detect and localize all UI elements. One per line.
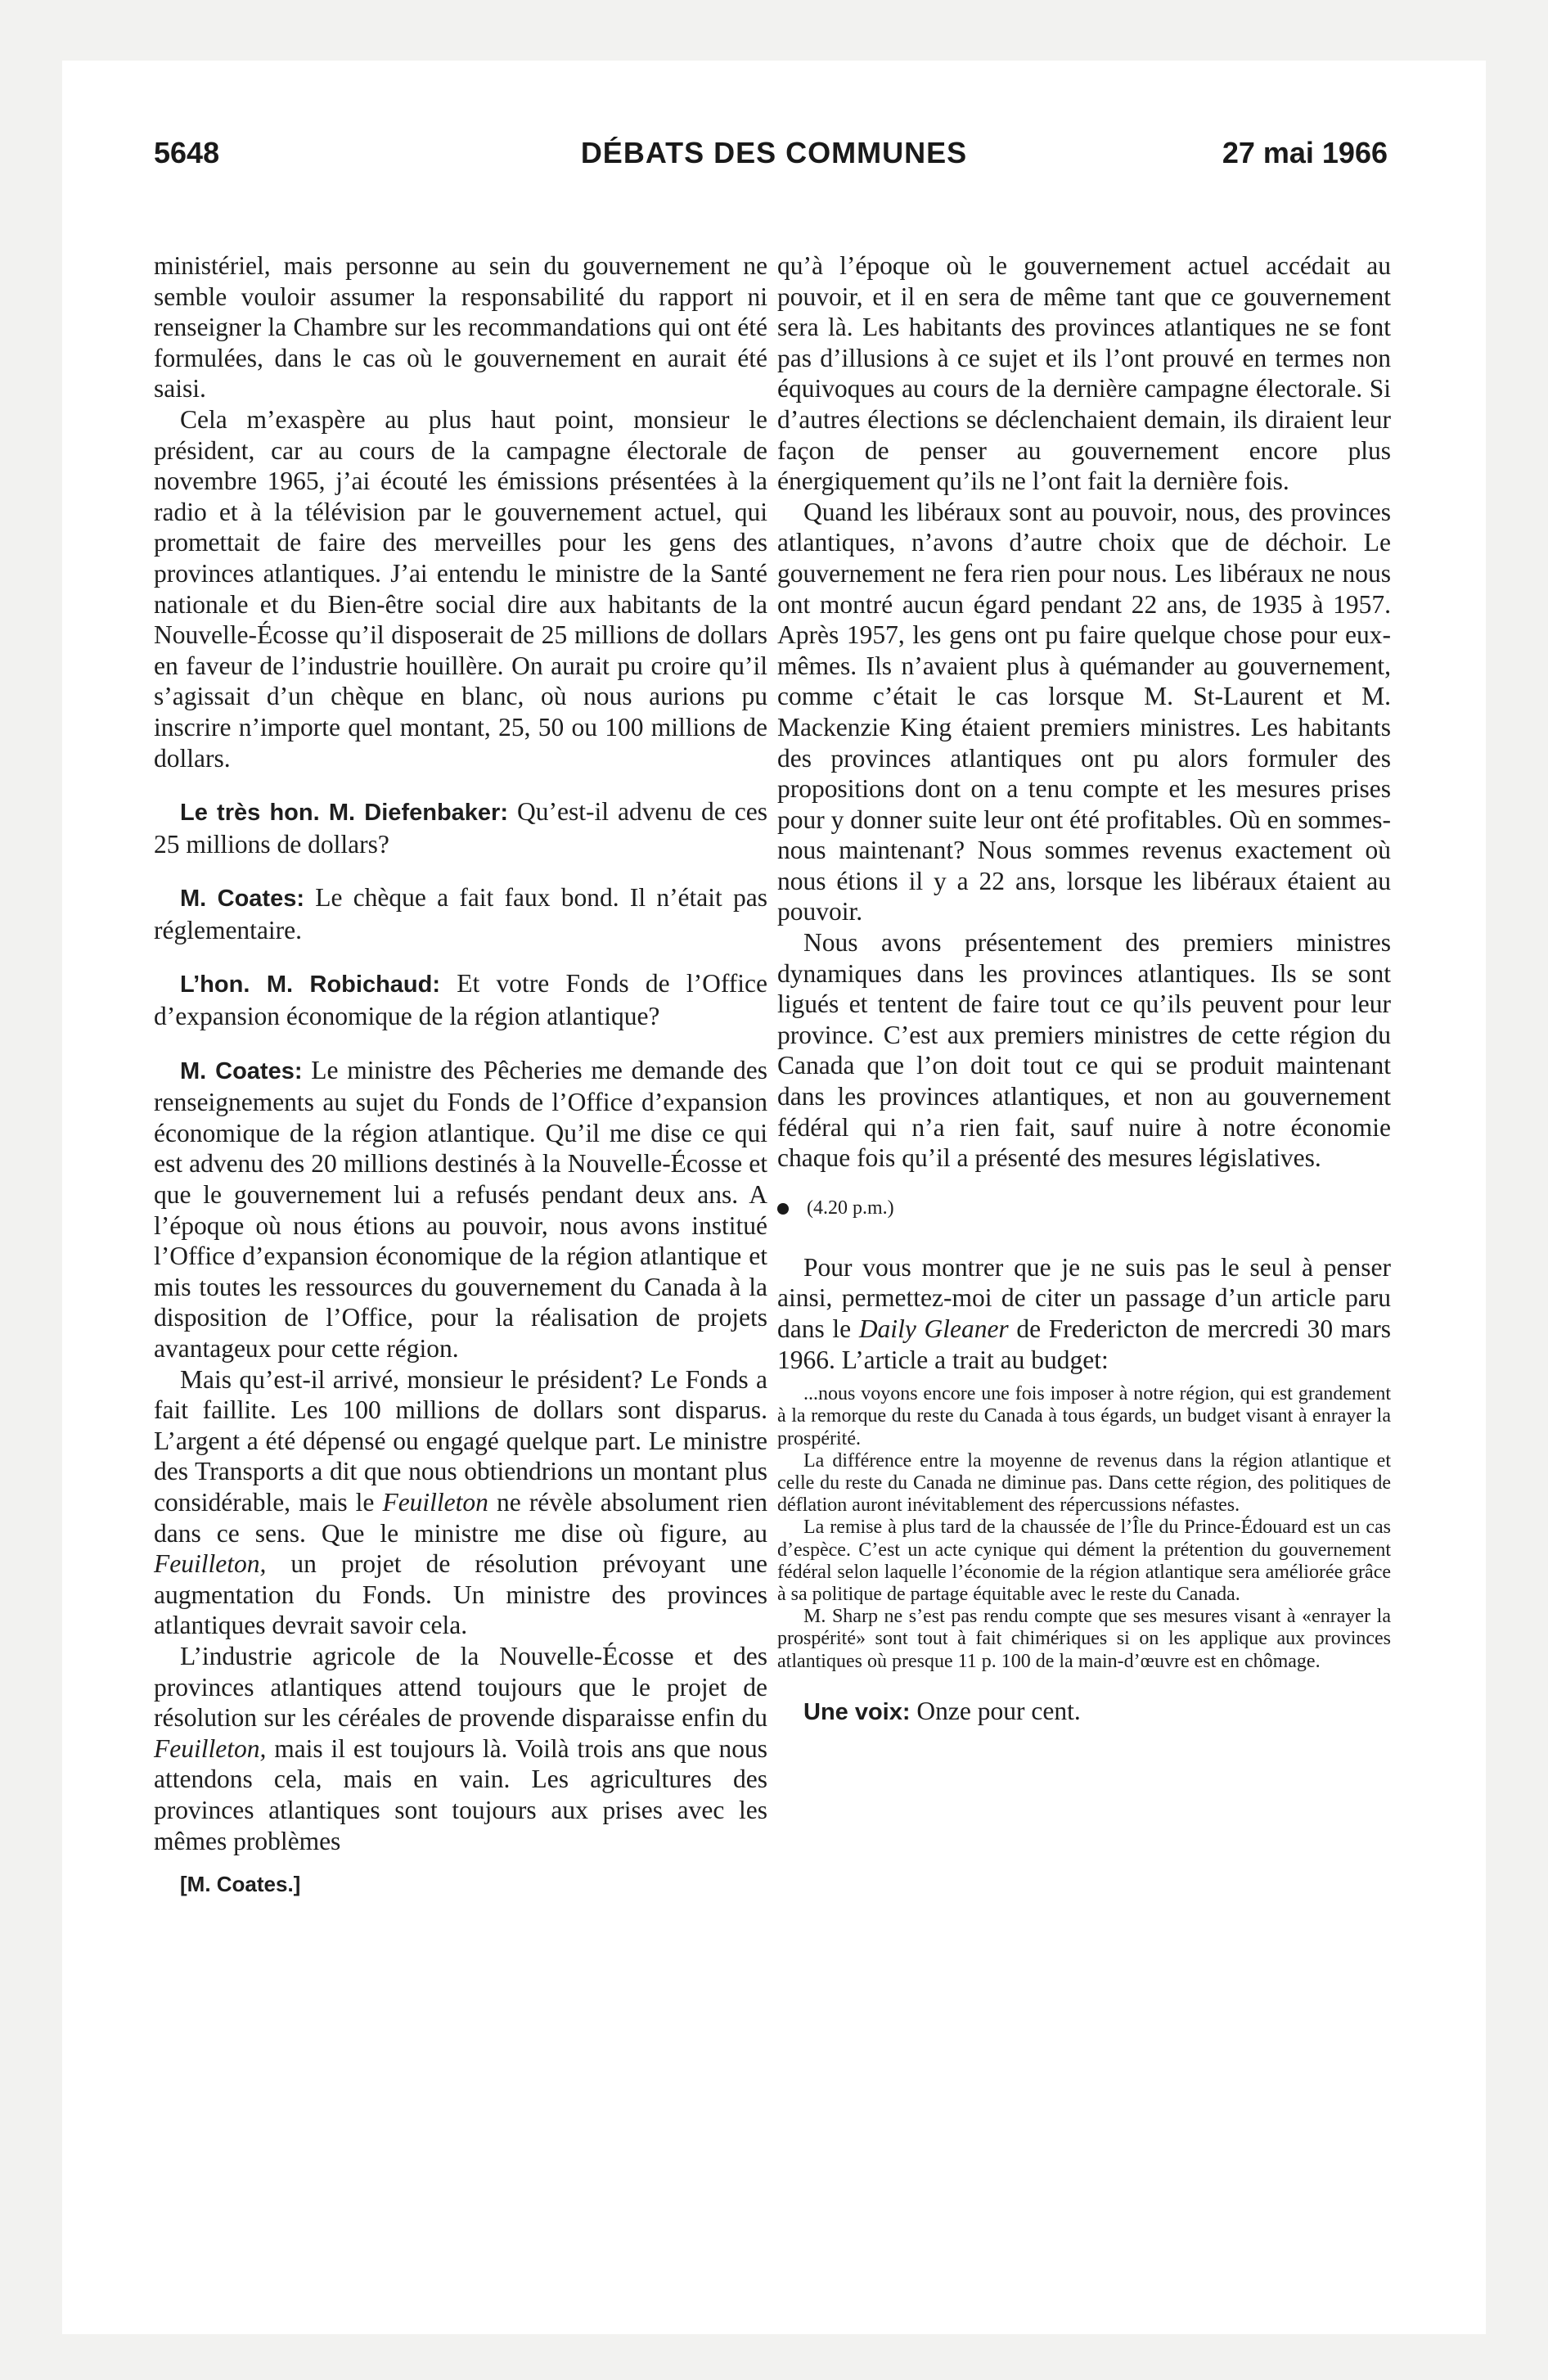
text-run: mais il est toujours là. Voilà trois ans que nous attendons cela, mais en vain. Les agricultures des provinces atlantiques sont toujours aux prises avec les mêmes problèmes [154,1733,767,1855]
block-quote [777,1383,1391,1673]
paragraph [154,1364,767,1641]
speech-text: Le chèque a fait faux bond. Il n’était pas réglementaire. [154,883,768,944]
speech-text: Onze pour cent. [910,1696,1081,1725]
paragraph [154,1641,767,1856]
quote-paragraph: ...nous voyons encore une fois imposer à notre région, qui est grandement à la remorque du reste du Canada à tous égards, un budget visant à enrayer la prospérité. [777,1383,1391,1449]
quote-paragraph: M. Sharp ne s’est pas rendu compte que ses mesures visant à «enrayer la prospérité» sont tout à fait chimériques si on les applique aux provinces atlantiques où presque 11 p. 100 de la main-d’œuvre est en chômage. [777,1606,1391,1672]
quote-paragraph: La remise à plus tard de la chaussée de l’Île du Prince-Édouard est un cas d’espèce. C’est un acte cynique qui dément la prétention du gouvernement fédéral selon laquelle l’économie de la région atlantique sera améliorée grâce à sa politique de partage équitable avec le reste du Canada. [777,1517,1391,1606]
speech-diefenbaker [154,796,767,859]
time-note [777,1193,1391,1223]
speaker-footer [154,1868,767,1900]
quote-paragraph: La différence entre la moyenne de revenus dans la région atlantique et celle du reste du Canada ne diminue pas. Dans cette région, des politiques de déflation auront inévitablement des répercussions néfastes. [777,1449,1391,1517]
speech-coates [154,1055,767,1364]
time-note-text: (4.20 p.m.) [807,1197,894,1219]
italic-title: Feuilleton, [154,1733,267,1763]
speaker-tag: [M. Coates.] [180,1872,301,1897]
text-run: L’industrie agricole de la Nouvelle-Écosse et des provinces atlantiques attend toujours que le projet de résolution sur les céréales de provende disparaisse enfin du [154,1641,767,1733]
page-number: 5648 [154,136,220,169]
paragraph: Quand les libéraux sont au pouvoir, nous, des provinces atlantiques, n’avons d’autre choix que de déchoir. Le gouvernement ne fera rien pour nous. Les libéraux ne nous ont montré aucun égard pendant 22 ans, de 1935 à 1957. Après 1957, les gens ont pu faire quelque chose pour eux-mêmes. Ils n’avaient plus à quémander au gouvernement, comme c’était le cas lorsque M. St-Laurent et M. Mackenzie King étaient premiers ministres. Les habitants des provinces atlantiques ont pu alors formuler des propositions dont on a tenu compte et les mesures prises pour y donner suite leur ont été profitables. Où en sommes-nous maintenant? Nous sommes revenus exactement où nous étions il y a 22 ans, lorsque les libéraux étaient au pouvoir. [777,497,1391,926]
speech-robichaud [154,968,767,1031]
page-title: DÉBATS DES COMMUNES [580,136,968,169]
text-run: Pour vous montrer que je ne suis pas le seul à penser ainsi, permettez-moi de citer un passage d’un article paru dans le [777,1252,1391,1343]
speaker-name: M. Coates: [180,1057,303,1084]
speech-text: Qu’est-il advenu de ces 25 millions de dollars? [154,797,767,859]
paragraph: Nous avons présentement des premiers ministres dynamiques dans les provinces atlantiques. Ils se sont ligués et tentent de faire tout ce qu’ils peuvent pour leur province. C’est aux premiers ministres de cette région du Canada que l’on doit tout ce qui se produit maintenant dans les provinces atlantiques, et non au gouvernement fédéral qui n’a rien fait, sauf nuire à notre économie chaque fois qu’il a présenté des mesures législatives. [777,928,1391,1173]
italic-title: Feuilleton, [154,1549,267,1579]
italic-title: Daily Gleaner [858,1314,1009,1343]
paragraph: qu’à l’époque où le gouvernement actuel accédait au pouvoir, et il en sera de même tant que ce gouvernement sera là. Les habitants des provinces atlantiques ne se font pas d’illusions à ce sujet et ils l’ont prouvé en termes non équivoques au cours de la dernière campagne électorale. Si d’autres élections se déclenchaient demain, ils diraient leur façon de penser au gouvernement encore plus énergiquement qu’ils ne l’ont fait la dernière fois. [777,251,1391,496]
left-column [154,250,767,1900]
speaker-name: Une voix: [803,1698,911,1725]
text-run: Mais qu’est-il arrivé, monsieur le président? Le Fonds a fait faillite. Les 100 millions de dollars sont disparus. L’argent a été dépensé ou engagé quelque part. Le ministre des Transports a dit que nous obtiendrions un montant plus considérable, mais le [154,1364,767,1517]
paragraph: ministériel, mais personne au sein du gouvernement ne semble vouloir assumer la responsabilité du rapport ni renseigner la Chambre sur les recommandations qui ont été formulées, dans le cas où le gouvernement en aurait été saisi. [154,251,767,403]
bullet-icon [777,1203,789,1215]
speaker-name: L’hon. M. Robichaud: [180,971,440,998]
paragraph [777,1252,1391,1375]
speech-une-voix [777,1696,1391,1729]
right-column [777,250,1391,1728]
italic-title: Feuilleton [382,1487,488,1517]
speech-coates [154,882,767,945]
text-run: un projet de résolution prévoyant une augmentation du Fonds. Un ministre des provinces atlantiques devrait savoir cela. [154,1549,767,1640]
speech-text: Le ministre des Pêcheries me demande des renseignements au sujet du Fonds de l’Office d’expansion économique de la région atlantique. Qu’il me dise ce qui est advenu des 20 millions destinés à la Nouvelle-Écosse et que le gouvernement lui a refusés pendant deux ans. A l’époque où nous étions au pouvoir, nous avons institué l’Office d’expansion économique de la région atlantique et mis toutes les ressources du gouvernement du Canada à la disposition de l’Office, pour la réalisation de projets avantageux pour cette région. [154,1055,767,1363]
page-sheet [62,61,1486,2334]
page-date: 27 mai 1966 [1222,136,1388,169]
speech-text: Et votre Fonds de l’Office d’expansion économique de la région atlantique? [154,969,767,1031]
text-run: ne révèle absolument rien dans ce sens. Que le ministre me dise où figure, au [154,1487,768,1548]
paragraph: Cela m’exaspère au plus haut point, monsieur le président, car au cours de la campagne électorale de novembre 1965, j’ai écouté les émissions présentées à la radio et à la télévision par le gouvernement actuel, qui promettait de faire des merveilles pour les gens des provinces atlantiques. J’ai entendu le ministre de la Santé nationale et du Bien-être social dire aux habitants de la Nouvelle-Écosse qu’il disposerait de 25 millions de dollars en faveur de l’industrie houillère. On aurait pu croire qu’il s’agissait d’un chèque en blanc, où nous aurions pu inscrire n’importe quel montant, 25, 50 ou 100 millions de dollars. [154,404,767,773]
speaker-name: M. Coates: [180,886,304,913]
speaker-name: Le très hon. M. Diefenbaker: [180,800,508,827]
text-run: de Fredericton de mercredi 30 mars 1966. L’article a trait au budget: [777,1314,1391,1374]
